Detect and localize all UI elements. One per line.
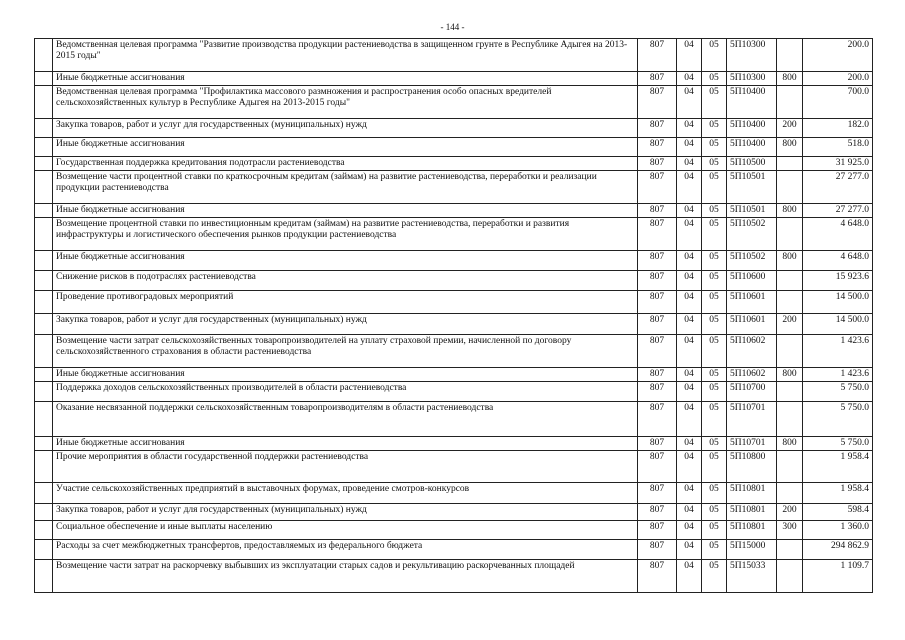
subsection-code-cell: 05 bbox=[702, 368, 727, 382]
subsection-code-cell: 05 bbox=[702, 437, 727, 451]
expense-type-cell bbox=[777, 560, 803, 593]
table-row bbox=[35, 291, 873, 314]
section-code-cell: 04 bbox=[677, 521, 702, 540]
amount-cell: 27 277.0 bbox=[803, 171, 873, 204]
target-article-cell: 5П10500 bbox=[727, 157, 777, 171]
subsection-code-cell: 05 bbox=[702, 138, 727, 157]
table-row bbox=[35, 382, 873, 402]
amount-cell: 27 277.0 bbox=[803, 204, 873, 218]
expense-name-cell: Возмещение процентной ставки по инвестиционным кредитам (займам) на развитие растениеводства, переработки и развития инфраструктуры и логистического обеспечения рынков продукции растениеводства bbox=[53, 218, 638, 251]
expense-name-cell: Ведомственная целевая программа "Развитие производства продукции растениеводства в защищенном грунте в Республике Адыгея на 2013-2015 годы" bbox=[53, 39, 638, 72]
amount-cell: 598.4 bbox=[803, 504, 873, 521]
amount-cell: 4 648.0 bbox=[803, 251, 873, 271]
expense-type-cell bbox=[777, 218, 803, 251]
section-code-cell: 04 bbox=[677, 39, 702, 72]
section-code-cell: 04 bbox=[677, 171, 702, 204]
target-article-cell: 5П10701 bbox=[727, 437, 777, 451]
subsection-code-cell: 05 bbox=[702, 504, 727, 521]
ministry-code-cell: 807 bbox=[638, 138, 677, 157]
section-code-cell: 04 bbox=[677, 251, 702, 271]
section-code-cell: 04 bbox=[677, 314, 702, 335]
row-margin-cell bbox=[35, 251, 53, 271]
expense-type-cell bbox=[777, 382, 803, 402]
row-margin-cell bbox=[35, 39, 53, 72]
amount-cell: 1 958.4 bbox=[803, 483, 873, 504]
ministry-code-cell: 807 bbox=[638, 521, 677, 540]
target-article-cell: 5П10502 bbox=[727, 251, 777, 271]
section-code-cell: 04 bbox=[677, 437, 702, 451]
amount-cell: 1 423.6 bbox=[803, 335, 873, 368]
target-article-cell: 5П10502 bbox=[727, 218, 777, 251]
section-code-cell: 04 bbox=[677, 451, 702, 483]
subsection-code-cell: 05 bbox=[702, 521, 727, 540]
ministry-code-cell: 807 bbox=[638, 382, 677, 402]
expense-name-cell: Расходы за счет межбюджетных трансфертов, предоставляемых из федерального бюджета bbox=[53, 540, 638, 560]
row-margin-cell bbox=[35, 335, 53, 368]
row-margin-cell bbox=[35, 521, 53, 540]
target-article-cell: 5П10801 bbox=[727, 504, 777, 521]
amount-cell: 1 360.0 bbox=[803, 521, 873, 540]
expense-name-cell: Участие сельскохозяйственных предприятий в выставочных форумах, проведение смотров-конкурсов bbox=[53, 483, 638, 504]
ministry-code-cell: 807 bbox=[638, 504, 677, 521]
table-row bbox=[35, 86, 873, 119]
expense-type-cell bbox=[777, 157, 803, 171]
target-article-cell: 5П10800 bbox=[727, 451, 777, 483]
subsection-code-cell: 05 bbox=[702, 204, 727, 218]
subsection-code-cell: 05 bbox=[702, 402, 727, 437]
target-article-cell: 5П10701 bbox=[727, 402, 777, 437]
table-row bbox=[35, 171, 873, 204]
row-margin-cell bbox=[35, 368, 53, 382]
expense-type-cell: 800 bbox=[777, 251, 803, 271]
subsection-code-cell: 05 bbox=[702, 157, 727, 171]
table-row bbox=[35, 504, 873, 521]
amount-cell: 31 925.0 bbox=[803, 157, 873, 171]
row-margin-cell bbox=[35, 171, 53, 204]
target-article-cell: 5П10400 bbox=[727, 138, 777, 157]
row-margin-cell bbox=[35, 437, 53, 451]
ministry-code-cell: 807 bbox=[638, 402, 677, 437]
expense-type-cell bbox=[777, 39, 803, 72]
expense-name-cell: Иные бюджетные ассигнования bbox=[53, 368, 638, 382]
table-row bbox=[35, 368, 873, 382]
amount-cell: 5 750.0 bbox=[803, 437, 873, 451]
amount-cell: 14 500.0 bbox=[803, 314, 873, 335]
row-margin-cell bbox=[35, 204, 53, 218]
expense-name-cell: Социальное обеспечение и иные выплаты населению bbox=[53, 521, 638, 540]
expense-name-cell: Иные бюджетные ассигнования bbox=[53, 204, 638, 218]
section-code-cell: 04 bbox=[677, 402, 702, 437]
ministry-code-cell: 807 bbox=[638, 218, 677, 251]
table-row bbox=[35, 540, 873, 560]
table-row bbox=[35, 402, 873, 437]
target-article-cell: 5П10601 bbox=[727, 291, 777, 314]
expense-type-cell: 200 bbox=[777, 119, 803, 138]
target-article-cell: 5П10400 bbox=[727, 119, 777, 138]
target-article-cell: 5П10700 bbox=[727, 382, 777, 402]
row-margin-cell bbox=[35, 157, 53, 171]
table-row bbox=[35, 483, 873, 504]
expense-type-cell bbox=[777, 402, 803, 437]
subsection-code-cell: 05 bbox=[702, 271, 727, 291]
target-article-cell: 5П10501 bbox=[727, 171, 777, 204]
ministry-code-cell: 807 bbox=[638, 171, 677, 204]
ministry-code-cell: 807 bbox=[638, 483, 677, 504]
target-article-cell: 5П10400 bbox=[727, 86, 777, 119]
section-code-cell: 04 bbox=[677, 291, 702, 314]
expense-name-cell: Государственная поддержка кредитования подотрасли растениеводства bbox=[53, 157, 638, 171]
expense-type-cell: 800 bbox=[777, 204, 803, 218]
expense-name-cell: Иные бюджетные ассигнования bbox=[53, 138, 638, 157]
expense-type-cell bbox=[777, 540, 803, 560]
ministry-code-cell: 807 bbox=[638, 560, 677, 593]
section-code-cell: 04 bbox=[677, 157, 702, 171]
table-row bbox=[35, 119, 873, 138]
section-code-cell: 04 bbox=[677, 218, 702, 251]
expense-name-cell: Снижение рисков в подотраслях растениеводства bbox=[53, 271, 638, 291]
amount-cell: 5 750.0 bbox=[803, 382, 873, 402]
ministry-code-cell: 807 bbox=[638, 119, 677, 138]
ministry-code-cell: 807 bbox=[638, 271, 677, 291]
expense-name-cell: Иные бюджетные ассигнования bbox=[53, 437, 638, 451]
amount-cell: 700.0 bbox=[803, 86, 873, 119]
table-row bbox=[35, 451, 873, 483]
expense-name-cell: Возмещение части затрат на раскорчевку выбывших из эксплуатации старых садов и рекультивацию раскорчеванных площадей bbox=[53, 560, 638, 593]
section-code-cell: 04 bbox=[677, 483, 702, 504]
expense-name-cell: Поддержка доходов сельскохозяйственных производителей в области растениеводства bbox=[53, 382, 638, 402]
section-code-cell: 04 bbox=[677, 86, 702, 119]
subsection-code-cell: 05 bbox=[702, 39, 727, 72]
subsection-code-cell: 05 bbox=[702, 72, 727, 86]
amount-cell: 4 648.0 bbox=[803, 218, 873, 251]
table-row bbox=[35, 72, 873, 86]
ministry-code-cell: 807 bbox=[638, 291, 677, 314]
ministry-code-cell: 807 bbox=[638, 157, 677, 171]
row-margin-cell bbox=[35, 540, 53, 560]
table-row bbox=[35, 39, 873, 72]
ministry-code-cell: 807 bbox=[638, 314, 677, 335]
amount-cell: 182.0 bbox=[803, 119, 873, 138]
row-margin-cell bbox=[35, 314, 53, 335]
subsection-code-cell: 05 bbox=[702, 560, 727, 593]
expense-type-cell: 800 bbox=[777, 72, 803, 86]
subsection-code-cell: 05 bbox=[702, 218, 727, 251]
table-row bbox=[35, 138, 873, 157]
row-margin-cell bbox=[35, 86, 53, 119]
ministry-code-cell: 807 bbox=[638, 540, 677, 560]
ministry-code-cell: 807 bbox=[638, 437, 677, 451]
subsection-code-cell: 05 bbox=[702, 119, 727, 138]
amount-cell: 14 500.0 bbox=[803, 291, 873, 314]
section-code-cell: 04 bbox=[677, 504, 702, 521]
table-row bbox=[35, 157, 873, 171]
target-article-cell: 5П10801 bbox=[727, 483, 777, 504]
subsection-code-cell: 05 bbox=[702, 335, 727, 368]
table-row bbox=[35, 437, 873, 451]
subsection-code-cell: 05 bbox=[702, 451, 727, 483]
ministry-code-cell: 807 bbox=[638, 251, 677, 271]
row-margin-cell bbox=[35, 138, 53, 157]
row-margin-cell bbox=[35, 382, 53, 402]
expense-type-cell: 200 bbox=[777, 504, 803, 521]
target-article-cell: 5П10501 bbox=[727, 204, 777, 218]
section-code-cell: 04 bbox=[677, 204, 702, 218]
row-margin-cell bbox=[35, 483, 53, 504]
expense-name-cell: Закупка товаров, работ и услуг для государственных (муниципальных) нужд bbox=[53, 504, 638, 521]
expense-type-cell bbox=[777, 451, 803, 483]
amount-cell: 1 109.7 bbox=[803, 560, 873, 593]
target-article-cell: 5П10601 bbox=[727, 314, 777, 335]
expense-type-cell bbox=[777, 291, 803, 314]
row-margin-cell bbox=[35, 504, 53, 521]
expense-type-cell bbox=[777, 171, 803, 204]
table-row bbox=[35, 271, 873, 291]
expense-type-cell bbox=[777, 86, 803, 119]
expense-type-cell bbox=[777, 483, 803, 504]
target-article-cell: 5П10602 bbox=[727, 368, 777, 382]
expense-name-cell: Закупка товаров, работ и услуг для государственных (муниципальных) нужд bbox=[53, 119, 638, 138]
row-margin-cell bbox=[35, 451, 53, 483]
target-article-cell: 5П15033 bbox=[727, 560, 777, 593]
expense-name-cell: Прочие мероприятия в области государственной поддержки растениеводства bbox=[53, 451, 638, 483]
section-code-cell: 04 bbox=[677, 335, 702, 368]
row-margin-cell bbox=[35, 291, 53, 314]
section-code-cell: 04 bbox=[677, 271, 702, 291]
expense-name-cell: Иные бюджетные ассигнования bbox=[53, 251, 638, 271]
row-margin-cell bbox=[35, 218, 53, 251]
expense-name-cell: Закупка товаров, работ и услуг для государственных (муниципальных) нужд bbox=[53, 314, 638, 335]
amount-cell: 1 423.6 bbox=[803, 368, 873, 382]
amount-cell: 200.0 bbox=[803, 39, 873, 72]
section-code-cell: 04 bbox=[677, 540, 702, 560]
amount-cell: 294 862.9 bbox=[803, 540, 873, 560]
expense-name-cell: Иные бюджетные ассигнования bbox=[53, 72, 638, 86]
expense-name-cell: Проведение противоградовых мероприятий bbox=[53, 291, 638, 314]
section-code-cell: 04 bbox=[677, 560, 702, 593]
expense-name-cell: Возмещение части процентной ставки по краткосрочным кредитам (займам) на развитие растениеводства, переработки и реализации продукции растениеводства bbox=[53, 171, 638, 204]
row-margin-cell bbox=[35, 271, 53, 291]
ministry-code-cell: 807 bbox=[638, 86, 677, 119]
expense-name-cell: Ведомственная целевая программа "Профилактика массового размножения и распространения особо опасных вредителей сельскохозяйственных культур в Республике Адыгея на 2013-2015 годы" bbox=[53, 86, 638, 119]
table-row bbox=[35, 218, 873, 251]
table-row bbox=[35, 204, 873, 218]
expense-name-cell: Возмещение части затрат сельскохозяйственных товаропроизводителей на уплату страховой премии, начисленной по договору сельскохозяйственного страхования в области растениеводства bbox=[53, 335, 638, 368]
target-article-cell: 5П10600 bbox=[727, 271, 777, 291]
table-row bbox=[35, 560, 873, 593]
ministry-code-cell: 807 bbox=[638, 451, 677, 483]
row-margin-cell bbox=[35, 72, 53, 86]
subsection-code-cell: 05 bbox=[702, 291, 727, 314]
row-margin-cell bbox=[35, 119, 53, 138]
table-row bbox=[35, 314, 873, 335]
table-row bbox=[35, 335, 873, 368]
ministry-code-cell: 807 bbox=[638, 335, 677, 368]
amount-cell: 518.0 bbox=[803, 138, 873, 157]
amount-cell: 1 958.4 bbox=[803, 451, 873, 483]
table-row bbox=[35, 521, 873, 540]
subsection-code-cell: 05 bbox=[702, 483, 727, 504]
amount-cell: 200.0 bbox=[803, 72, 873, 86]
amount-cell: 5 750.0 bbox=[803, 402, 873, 437]
target-article-cell: 5П10602 bbox=[727, 335, 777, 368]
target-article-cell: 5П10300 bbox=[727, 39, 777, 72]
ministry-code-cell: 807 bbox=[638, 368, 677, 382]
ministry-code-cell: 807 bbox=[638, 39, 677, 72]
section-code-cell: 04 bbox=[677, 119, 702, 138]
expense-name-cell: Оказание несвязанной поддержки сельскохозяйственным товаропроизводителям в области растениеводства bbox=[53, 402, 638, 437]
budget-table bbox=[34, 38, 873, 593]
subsection-code-cell: 05 bbox=[702, 382, 727, 402]
page-number: - 144 - bbox=[440, 22, 465, 32]
ministry-code-cell: 807 bbox=[638, 204, 677, 218]
ministry-code-cell: 807 bbox=[638, 72, 677, 86]
expense-type-cell: 800 bbox=[777, 138, 803, 157]
expense-type-cell: 800 bbox=[777, 368, 803, 382]
subsection-code-cell: 05 bbox=[702, 171, 727, 204]
subsection-code-cell: 05 bbox=[702, 86, 727, 119]
target-article-cell: 5П10300 bbox=[727, 72, 777, 86]
section-code-cell: 04 bbox=[677, 368, 702, 382]
section-code-cell: 04 bbox=[677, 138, 702, 157]
amount-cell: 15 923.6 bbox=[803, 271, 873, 291]
expense-type-cell bbox=[777, 271, 803, 291]
table-row bbox=[35, 251, 873, 271]
subsection-code-cell: 05 bbox=[702, 314, 727, 335]
section-code-cell: 04 bbox=[677, 72, 702, 86]
target-article-cell: 5П10801 bbox=[727, 521, 777, 540]
expense-type-cell: 800 bbox=[777, 437, 803, 451]
expense-type-cell bbox=[777, 335, 803, 368]
subsection-code-cell: 05 bbox=[702, 251, 727, 271]
row-margin-cell bbox=[35, 560, 53, 593]
expense-type-cell: 300 bbox=[777, 521, 803, 540]
section-code-cell: 04 bbox=[677, 382, 702, 402]
expense-type-cell: 200 bbox=[777, 314, 803, 335]
subsection-code-cell: 05 bbox=[702, 540, 727, 560]
target-article-cell: 5П15000 bbox=[727, 540, 777, 560]
row-margin-cell bbox=[35, 402, 53, 437]
